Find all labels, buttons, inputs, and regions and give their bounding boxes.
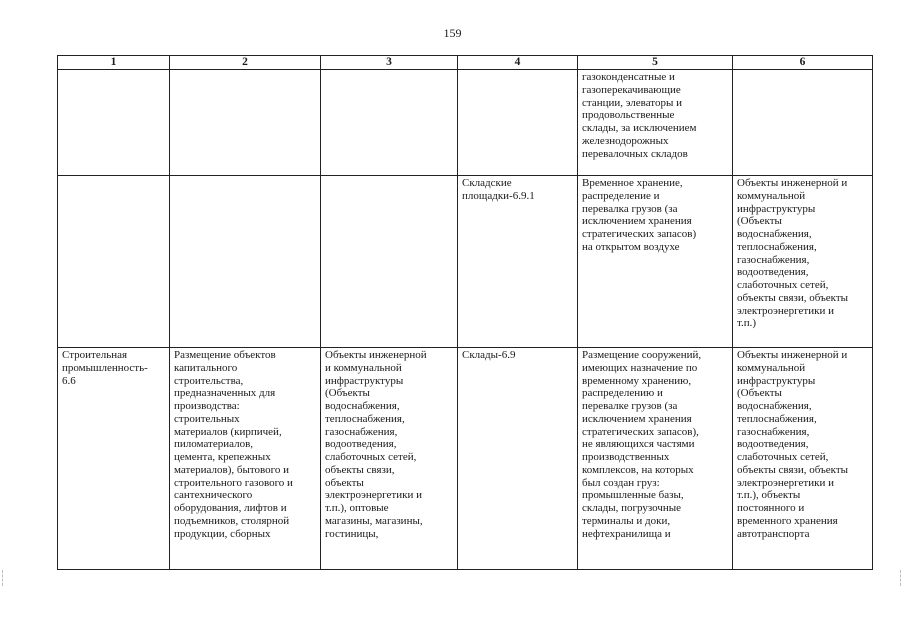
table-row (58, 348, 873, 570)
table-cell (170, 70, 321, 176)
table-row (58, 176, 873, 348)
land-use-table (57, 55, 873, 570)
table-cell (733, 176, 873, 348)
column-header-5: 5 (578, 56, 733, 70)
column-header-6: 6 (733, 56, 873, 70)
table-cell (733, 70, 873, 176)
table-cell (58, 348, 170, 570)
table-cell (458, 348, 578, 570)
table-cell (458, 70, 578, 176)
cell-text: Строительная промышленность- 6.6 (62, 349, 148, 387)
table-cell (578, 176, 733, 348)
column-header-2: 2 (170, 56, 321, 70)
column-header-3: 3 (321, 56, 458, 70)
table-cell (170, 176, 321, 348)
table-cell (321, 176, 458, 348)
table-cell (733, 348, 873, 570)
table-cell (578, 348, 733, 570)
table-cell (58, 176, 170, 348)
cell-text: Складские площадки-6.9.1 (462, 177, 535, 202)
cell-text: Объекты инженерной и коммунальной инфраструктуры (Объекты водоснабжения, теплоснабжения, газоснабжения, водоотведения, слаботочных сетей, объекты связи, объекты электроэнергетики и т.п.), оптовые магазины, магазины, гостиницы, (325, 349, 427, 540)
cell-text: Размещение сооружений, имеющих назначение по временному хранению, распределению и перевалке грузов (за исключением хранения стратегических запасов), не являющихся частями производственных комплексов, на которых был создан груз: промышленные базы, склады, погрузочные терминалы и доки, нефтехранилища и (582, 349, 702, 540)
column-header-4: 4 (458, 56, 578, 70)
table-cell (458, 176, 578, 348)
cell-text: Объекты инженерной и коммунальной инфраструктуры (Объекты водоснабжения, теплоснабжения, газоснабжения, водоотведения, слаботочных сетей, объекты связи, объекты электроэнергетики и т.п.) (737, 177, 849, 330)
table-header-row (58, 56, 873, 70)
scan-edge-mark-right (900, 570, 902, 586)
column-header-1: 1 (58, 56, 170, 70)
table-cell (170, 348, 321, 570)
cell-text: Объекты инженерной и коммунальной инфраструктуры (Объекты водоснабжения, теплоснабжения, газоснабжения, водоотведения, слаботочных сетей, объекты связи, объекты электроэнергетики и т.п.), объекты постоянного и временного хранения автотранспорта (737, 349, 849, 540)
scan-edge-mark-left (2, 570, 4, 586)
table-cell (321, 348, 458, 570)
table-cell (578, 70, 733, 176)
table-cell (58, 70, 170, 176)
table-row (58, 70, 873, 176)
table-cell (321, 70, 458, 176)
page-number: 159 (443, 26, 462, 40)
cell-text: газоконденсатные и газоперекачивающие станции, элеваторы и продовольственные склады, за исключением железнодорожных перевалочных складов (582, 71, 697, 160)
cell-text: Временное хранение, распределение и перевалка грузов (за исключением хранения стратегических запасов) на открытом воздухе (582, 177, 697, 253)
cell-text: Размещение объектов капитального строительства, предназначенных для производства: строительных материалов (кирпичей, пиломатериалов, цемента, крепежных материалов), бытового и строительного газового и сантехнического оборудования, лифтов и подъемников, столярной продукции, сборных (174, 349, 293, 540)
cell-text: Склады-6.9 (462, 349, 516, 361)
